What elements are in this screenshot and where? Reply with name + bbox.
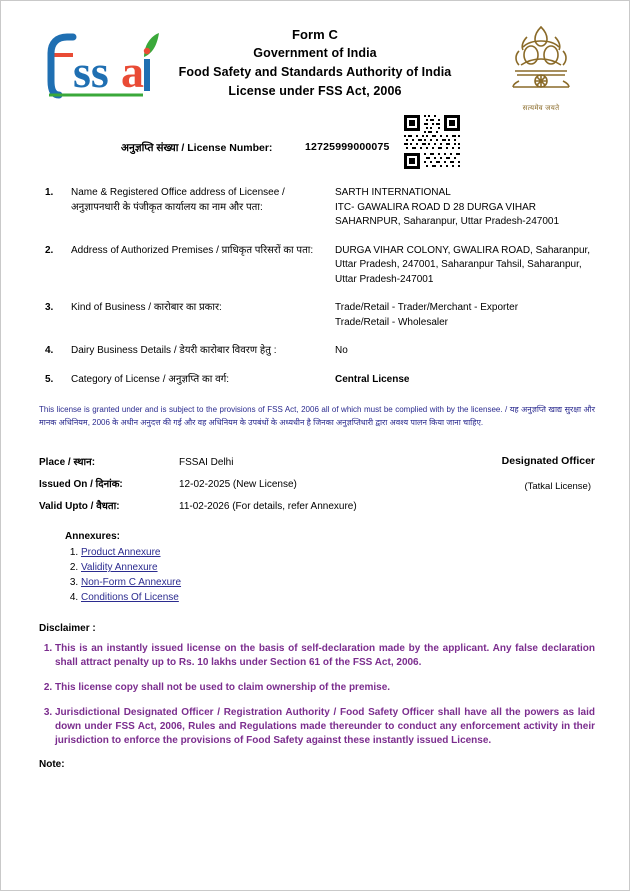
table-row xyxy=(35,179,597,237)
title-form-c: Form C xyxy=(291,27,339,42)
license-details-table xyxy=(35,179,597,394)
table-row xyxy=(35,366,597,395)
table-row xyxy=(35,294,597,337)
place-value: FSSAI Delhi xyxy=(179,457,234,468)
valid-upto-row xyxy=(39,499,595,521)
signature-block xyxy=(39,455,595,527)
valid-upto-value: 11-02-2026 (For details, refer Annexure) xyxy=(179,501,357,512)
fssai-logo-icon xyxy=(43,29,161,99)
row-value: Trade/Retail - Trader/Merchant - Exporter Trade/Retail - Wholesaler xyxy=(335,302,519,328)
place-row xyxy=(39,455,595,477)
row-label: Dairy Business Details / डेयरी कारोबार विवरण हेतु : xyxy=(71,345,277,356)
list-item: 2. This license copy shall not be used to claim ownership of the premise. xyxy=(55,681,595,695)
list-item: 3. Jurisdictional Designated Officer / Registration Authority / Food Safety Officer shall have all the powers as laid down under FSS Act, 2006, Rules and Regulations made thereunder to conduct any enforcement activity in their jurisdiction to enforce the provisions of Food Safety against these instantly issued License. xyxy=(55,706,595,748)
disclaimer-section xyxy=(39,623,595,748)
row-number: 1. xyxy=(45,187,54,198)
list-item xyxy=(81,590,595,605)
link-conditions-of-license[interactable]: Conditions Of License xyxy=(81,592,179,603)
title-authority: Food Safety and Standards Authority of India xyxy=(178,65,452,79)
svg-text:a: a xyxy=(121,46,144,97)
row-number: 4. xyxy=(45,345,54,356)
national-emblem-icon xyxy=(493,21,589,113)
svg-text:ss: ss xyxy=(73,46,109,97)
row-value: SARTH INTERNATIONAL ITC- GAWALIRA ROAD D 28 DURGA VIHAR SAHARNPUR, Saharanpur, Uttar Pradesh-247001 xyxy=(335,187,560,227)
tatkal-license-label: (Tatkal License) xyxy=(524,481,591,492)
issued-on-value: 12-02-2025 (New License) xyxy=(179,479,297,490)
license-number-label: अनुज्ञप्ति संख्या / License Number: xyxy=(121,142,273,154)
place-label: Place / स्थान: xyxy=(39,457,96,468)
row-label: Name & Registered Office address of Licensee / अनुज्ञापनधारी के पंजीकृत कार्यालय का नाम और पता: xyxy=(71,187,285,213)
list-item: 1. This is an instantly issued license on the basis of self-declaration made by the applicant. Any false declaration shall attract penalty up to Rs. 10 lakhs under Section 61 of the FSS Act, 2006. xyxy=(55,642,595,670)
emblem-caption: सत्यमेव जयते xyxy=(522,105,560,112)
annexures-list xyxy=(65,545,595,605)
list-item xyxy=(81,575,595,590)
license-number-row xyxy=(17,113,613,171)
link-non-form-c-annexure[interactable]: Non-Form C Annexure xyxy=(81,577,182,588)
license-number-value: 12725999000075 xyxy=(305,141,390,153)
title-government: Government of India xyxy=(253,46,377,60)
link-product-annexure[interactable]: Product Annexure xyxy=(81,547,161,558)
disclaimer-heading: Disclaimer : xyxy=(39,623,96,634)
valid-upto-label: Valid Upto / वैधता: xyxy=(39,501,120,512)
designated-officer-label: Designated Officer xyxy=(501,455,595,467)
table-row xyxy=(35,237,597,295)
title-act: License under FSS Act, 2006 xyxy=(228,84,402,98)
row-number: 5. xyxy=(45,373,54,385)
note-label: Note: xyxy=(39,759,65,770)
row-value: DURGA VIHAR COLONY, GWALIRA ROAD, Saharanpur, Uttar Pradesh, 247001, Saharanpur Tahsil, Saharanpur, Uttar Pradesh-247001 xyxy=(335,244,591,285)
annexures-heading: Annexures: xyxy=(65,531,121,542)
document-header xyxy=(17,15,613,112)
row-value: Central License xyxy=(335,373,410,385)
list-item xyxy=(81,560,595,575)
list-item xyxy=(81,545,595,560)
granted-note: This license is granted under and is subject to the provisions of FSS Act, 2006 all of which must be complied with by the licensee. / यह अनुज्ञप्ति खाद्य सुरक्षा और मानक अधिनियम, 2006 के अधीन अनुदत्त की गई और वह अधिनियम के उपबंधों के अध्यधीन है जिनका अनुज्ञप्तिधारी द्वारा अवश्य पालन किया जाना चाहिए. xyxy=(39,405,595,427)
row-label: Kind of Business / कारोबार का प्रकार: xyxy=(71,302,222,313)
issued-on-label: Issued On / दिनांक: xyxy=(39,479,123,490)
table-row xyxy=(35,337,597,366)
annexures-section xyxy=(65,531,595,605)
issued-on-row xyxy=(39,477,595,499)
link-validity-annexure[interactable]: Validity Annexure xyxy=(81,562,158,573)
row-number: 2. xyxy=(45,244,54,256)
disclaimer-list xyxy=(39,642,595,748)
qr-code xyxy=(402,113,462,171)
row-number: 3. xyxy=(45,302,54,313)
row-label: Address of Authorized Premises / प्राधिकृत परिसरों का पता: xyxy=(71,244,314,256)
row-value: No xyxy=(335,345,348,356)
row-label: Category of License / अनुज्ञप्ति का वर्ग: xyxy=(71,373,230,385)
